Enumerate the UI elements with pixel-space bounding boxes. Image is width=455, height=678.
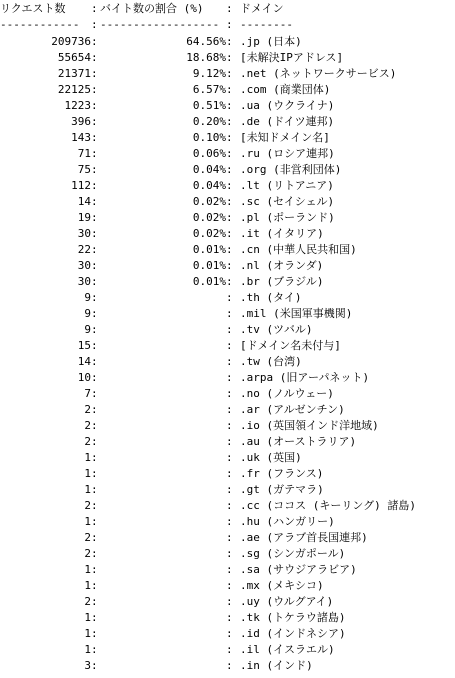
colon-separator: : [91, 435, 98, 448]
colon-separator: : [226, 451, 233, 464]
percent-cell: 0.02% [192, 227, 226, 240]
domain-cell: .sc (セイシェル) [240, 195, 335, 208]
requests-cell: 2 [84, 435, 91, 448]
colon-separator: : [226, 99, 233, 112]
colon-separator: : [226, 211, 233, 224]
percent-cell: 0.01% [192, 243, 226, 256]
colon-separator: : [91, 115, 98, 128]
requests-cell: 9 [84, 323, 91, 336]
colon-separator: : [226, 259, 233, 272]
percent-cell: 0.01% [192, 259, 226, 272]
colon-separator: : [91, 531, 98, 544]
colon-separator: : [91, 179, 98, 192]
percent-cell: 0.20% [192, 115, 226, 128]
colon-separator: : [91, 35, 98, 48]
colon-separator: : [226, 115, 233, 128]
domain-cell: .jp (日本) [240, 35, 302, 48]
colon-separator: : [91, 275, 98, 288]
colon-separator: : [91, 307, 98, 320]
colon-separator: : [226, 595, 233, 608]
requests-cell: 22 [77, 243, 91, 256]
colon-separator: : [91, 595, 98, 608]
percent-cell: 9.12% [192, 67, 226, 80]
colon-separator: : [226, 179, 233, 192]
domain-cell: .pl (ポーランド) [240, 211, 335, 224]
domain-cell: .th (タイ) [240, 291, 302, 304]
domain-cell: .arpa (旧アーパネット) [240, 371, 370, 384]
domain-cell: .uk (英国) [240, 451, 302, 464]
domain-cell: [ドメイン名未付与] [240, 339, 341, 352]
colon-separator: : [91, 627, 98, 640]
header-separator-row [0, 17, 293, 33]
colon-separator: : [226, 339, 233, 352]
separator-colon: : [91, 18, 98, 31]
percent-cell: 0.10% [192, 131, 226, 144]
domain-cell: .mil (米国軍事機関) [240, 307, 353, 320]
requests-cell: 14 [77, 355, 91, 368]
colon-separator: : [91, 643, 98, 656]
header-percent: バイト数の割合 (%) [100, 2, 204, 15]
domain-cell: .org (非営利団体) [240, 163, 342, 176]
domain-cell: .hu (ハンガリー) [240, 515, 335, 528]
separator-domain: -------- [240, 18, 293, 31]
colon-separator: : [226, 195, 233, 208]
domain-cell: .com (商業団体) [240, 83, 331, 96]
colon-separator: : [91, 323, 98, 336]
colon-separator: : [226, 643, 233, 656]
domain-cell: .sa (サウジアラビア) [240, 563, 357, 576]
requests-cell: 75 [77, 163, 91, 176]
separator-requests: ------------ [0, 18, 80, 31]
colon-separator: : [91, 339, 98, 352]
domain-cell: .id (インドネシア) [240, 627, 346, 640]
colon-separator: : [91, 547, 98, 560]
domain-cell: .sg (シンガポール) [240, 547, 346, 560]
domain-cell: .in (インド) [240, 659, 313, 672]
colon-separator: : [226, 291, 233, 304]
domain-cell: .gt (ガテマラ) [240, 483, 324, 496]
colon-separator: : [226, 67, 233, 80]
header-requests: リクエスト数 [0, 2, 66, 15]
requests-cell: 10 [77, 371, 91, 384]
requests-cell: 7 [84, 387, 91, 400]
requests-cell: 3 [84, 659, 91, 672]
colon-separator: : [226, 467, 233, 480]
colon-separator: : [91, 147, 98, 160]
requests-cell: 1 [84, 643, 91, 656]
colon-separator: : [91, 243, 98, 256]
domain-cell: .ar (アルゼンチン) [240, 403, 345, 416]
requests-cell: 1223 [64, 99, 91, 112]
requests-cell: 1 [84, 579, 91, 592]
header-domain: ドメイン [240, 2, 284, 15]
colon-separator: : [226, 403, 233, 416]
colon-separator: : [91, 259, 98, 272]
colon-separator: : [226, 387, 233, 400]
colon-separator: : [226, 227, 233, 240]
requests-cell: 2 [84, 595, 91, 608]
colon-separator: : [226, 307, 233, 320]
colon-separator: : [91, 579, 98, 592]
colon-separator: : [226, 499, 233, 512]
requests-cell: 1 [84, 451, 91, 464]
colon-separator: : [226, 515, 233, 528]
requests-cell: 143 [71, 131, 91, 144]
requests-cell: 1 [84, 483, 91, 496]
colon-separator: : [91, 611, 98, 624]
requests-cell: 209736 [51, 35, 91, 48]
colon-separator: : [226, 323, 233, 336]
colon-separator: : [226, 243, 233, 256]
domain-cell: [未解決IPアドレス] [240, 51, 344, 64]
colon-separator: : [226, 563, 233, 576]
colon-separator: : [91, 371, 98, 384]
domain-cell: .il (イスラエル) [240, 643, 335, 656]
colon-separator: : [91, 163, 98, 176]
requests-cell: 2 [84, 419, 91, 432]
requests-cell: 15 [77, 339, 91, 352]
colon-separator: : [226, 435, 233, 448]
colon-separator: : [226, 419, 233, 432]
domain-cell: .no (ノルウェー) [240, 387, 334, 400]
colon-separator: : [91, 83, 98, 96]
colon-separator: : [226, 531, 233, 544]
colon-separator: : [91, 99, 98, 112]
domain-cell: .nl (オランダ) [240, 259, 324, 272]
domain-cell: [未知ドメイン名] [240, 131, 330, 144]
colon-separator: : [226, 163, 233, 176]
domain-cell: .ae (アラブ首長国連邦) [240, 531, 368, 544]
domain-cell: .ru (ロシア連邦) [240, 147, 335, 160]
requests-cell: 2 [84, 403, 91, 416]
colon-separator: : [226, 611, 233, 624]
colon-separator: : [226, 579, 233, 592]
percent-cell: 0.01% [192, 275, 226, 288]
requests-cell: 14 [77, 195, 91, 208]
colon-separator: : [226, 275, 233, 288]
requests-cell: 30 [77, 275, 91, 288]
colon-separator: : [91, 211, 98, 224]
percent-cell: 0.06% [192, 147, 226, 160]
colon-separator: : [91, 67, 98, 80]
colon-separator: : [91, 51, 98, 64]
domain-cell: .au (オーストラリア) [240, 435, 357, 448]
colon-separator: : [226, 51, 233, 64]
domain-cell: .cn (中華人民共和国) [240, 243, 357, 256]
domain-cell: .lt (リトアニア) [240, 179, 334, 192]
domain-cell: .de (ドイツ連邦) [240, 115, 335, 128]
domain-cell: .br (ブラジル) [240, 275, 324, 288]
colon-separator: : [91, 563, 98, 576]
domain-cell: .io (英国領インド洋地域) [240, 419, 379, 432]
requests-cell: 1 [84, 627, 91, 640]
colon-separator: : [91, 419, 98, 432]
domain-cell: .uy (ウルグアイ) [240, 595, 334, 608]
requests-cell: 9 [84, 307, 91, 320]
requests-cell: 19 [77, 211, 91, 224]
percent-cell: 0.02% [192, 211, 226, 224]
domain-cell: .fr (フランス) [240, 467, 324, 480]
requests-cell: 396 [71, 115, 91, 128]
domain-cell: .net (ネットワークサービス) [240, 67, 397, 80]
requests-cell: 1 [84, 611, 91, 624]
requests-cell: 112 [71, 179, 91, 192]
requests-cell: 30 [77, 227, 91, 240]
domain-cell: .cc (ココス (キーリング) 諸島) [240, 499, 417, 512]
colon-separator: : [91, 403, 98, 416]
percent-cell: 64.56% [186, 35, 226, 48]
colon-separator: : [226, 547, 233, 560]
colon-separator: : [91, 451, 98, 464]
percent-cell: 0.04% [192, 179, 226, 192]
requests-cell: 2 [84, 531, 91, 544]
colon-separator: : [226, 83, 233, 96]
colon-separator: : [91, 659, 98, 672]
requests-cell: 2 [84, 547, 91, 560]
domain-cell: .ua (ウクライナ) [240, 99, 335, 112]
colon-separator: : [226, 627, 233, 640]
colon-separator: : [91, 291, 98, 304]
requests-cell: 1 [84, 563, 91, 576]
colon-separator: : [226, 131, 233, 144]
colon-separator: : [226, 483, 233, 496]
separator-percent: ------------------ [100, 18, 220, 31]
percent-cell: 0.04% [192, 163, 226, 176]
colon-separator: : [226, 355, 233, 368]
separator-colon: : [226, 18, 233, 31]
colon-separator: : [91, 355, 98, 368]
domain-cell: .tw (台湾) [240, 355, 302, 368]
requests-cell: 30 [77, 259, 91, 272]
percent-cell: 6.57% [192, 83, 226, 96]
header-row [0, 1, 284, 17]
requests-cell: 1 [84, 467, 91, 480]
domain-cell: .it (イタリア) [240, 227, 324, 240]
header-sep-colon: : [226, 2, 233, 15]
colon-separator: : [226, 147, 233, 160]
colon-separator: : [226, 35, 233, 48]
colon-separator: : [91, 387, 98, 400]
requests-cell: 1 [84, 515, 91, 528]
domain-cell: .tk (トケラウ諸島) [240, 611, 346, 624]
requests-cell: 22125 [57, 83, 91, 96]
requests-cell: 55654 [57, 51, 91, 64]
requests-cell: 2 [84, 499, 91, 512]
colon-separator: : [226, 371, 233, 384]
colon-separator: : [91, 131, 98, 144]
colon-separator: : [226, 659, 233, 672]
colon-separator: : [91, 515, 98, 528]
domain-cell: .tv (ツバル) [240, 323, 313, 336]
requests-cell: 9 [84, 291, 91, 304]
requests-cell: 71 [77, 147, 91, 160]
colon-separator: : [91, 467, 98, 480]
colon-separator: : [91, 227, 98, 240]
colon-separator: : [91, 483, 98, 496]
percent-cell: 0.02% [192, 195, 226, 208]
colon-separator: : [91, 195, 98, 208]
header-sep-colon: : [91, 2, 98, 15]
percent-cell: 0.51% [192, 99, 226, 112]
percent-cell: 18.68% [186, 51, 226, 64]
colon-separator: : [91, 499, 98, 512]
requests-cell: 21371 [57, 67, 91, 80]
domain-cell: .mx (メキシコ) [240, 579, 324, 592]
